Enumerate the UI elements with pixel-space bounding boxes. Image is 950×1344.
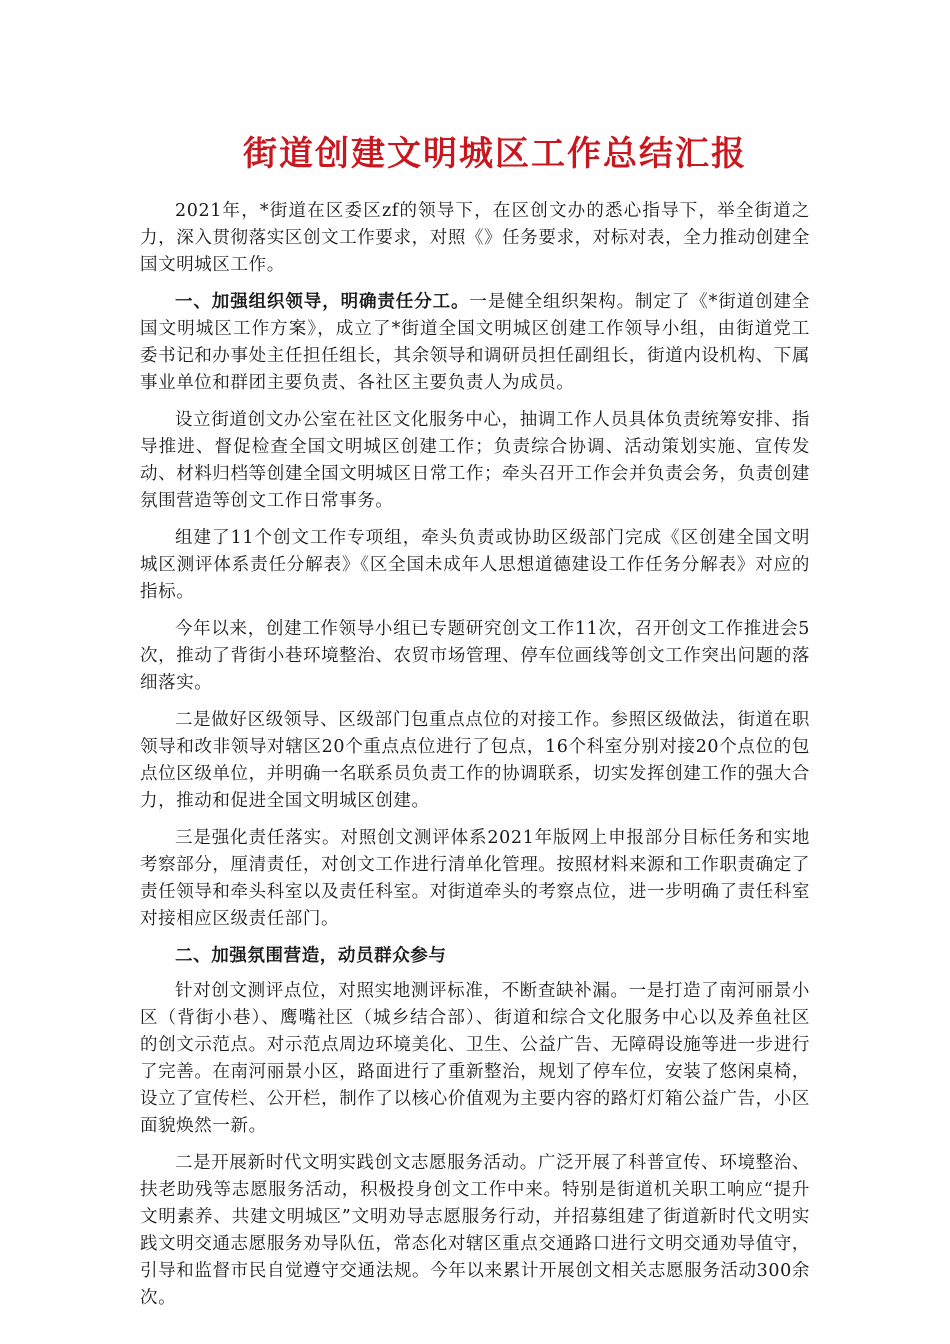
section1-paragraph-5: 二是做好区级领导、区级部门包重点点位的对接工作。参照区级做法，街道在职领导和改非领导对辖区20个重点点位进行了包点，16个科室分别对接20个点位的包点位区级单位，并明确一名联系员负责工作的协调联系，切实发挥创建工作的强大合力，推动和促进全国文明城区创建。: [140, 710, 810, 811]
section1-paragraph-1: [140, 289, 810, 397]
section1-paragraph-3: 组建了11个创文工作专项组，牵头负责或协助区级部门完成《区创建全国文明城区测评体系责任分解表》《区全国未成年人思想道德建设工作任务分解表》对应的指标。: [140, 528, 810, 602]
intro-paragraph: 2021年，*街道在区委区zf的领导下，在区创文办的悉心指导下，举全街道之力，深入贯彻落实区创文工作要求，对照《》任务要求，对标对表，全力推动创建全国文明城区工作。: [140, 201, 810, 275]
section2-paragraph-1: 针对创文测评点位，对照实地测评标准，不断查缺补漏。一是打造了南河丽景小区（背街小巷）、鹰嘴社区（城乡结合部）、街道和综合文化服务中心以及养鱼社区的创文示范点。对示范点周边环境美化、卫生、公益广告、无障碍设施等进一步进行了完善。在南河丽景小区，路面进行了重新整治，规划了停车位，安装了悠闲桌椅，设立了宣传栏、公开栏，制作了以核心价值观为主要内容的路灯灯箱公益广告，小区面貌焕然一新。: [140, 981, 810, 1136]
section2-paragraph-2: 二是开展新时代文明实践创文志愿服务活动。广泛开展了科普宣传、环境整治、扶老助残等志愿服务活动，积极投身创文工作中来。特别是街道机关职工响应“提升文明素养、共建文明城区”文明劝导志愿服务行动，并招募组建了街道新时代文明实践文明交通志愿服务劝导队伍，常态化对辖区重点交通路口进行文明交通劝导值守，引导和监督市民自觉遵守交通法规。今年以来累计开展创文相关志愿服务活动300余次。: [140, 1153, 810, 1308]
section2-heading: 二、加强氛围营造，动员群众参与: [175, 946, 447, 966]
section1-paragraph-4: 今年以来，创建工作领导小组已专题研究创文工作11次，召开创文工作推进会5次，推动了背街小巷环境整治、农贸市场管理、停车位画线等创文工作突出问题的落细落实。: [140, 619, 810, 693]
section1-heading: 一、加强组织领导，明确责任分工。: [175, 292, 470, 312]
section1-paragraph-1-text: 一是健全组织架构。制定了《*街道创建全国文明城区工作方案》，成立了*街道全国文明城区创建工作领导小组，由街道党工委书记和办事处主任担任组长，其余领导和调研员担任副组长，街道内设机构、下属事业单位和群团主要负责、各社区主要负责人为成员。: [140, 292, 810, 393]
section1-paragraph-2: 设立街道创文办公室在社区文化服务中心，抽调工作人员具体负责统筹安排、指导推进、督促检查全国文明城区创建工作；负责综合协调、活动策划实施、宣传发动、材料归档等创建全国文明城区日常工作；牵头召开工作会并负责会务，负责创建氛围营造等创文工作日常事务。: [140, 410, 810, 511]
document-title: 街道创建文明城区工作总结汇报: [243, 134, 747, 174]
section1-paragraph-6: 三是强化责任落实。对照创文测评体系2021年版网上申报部分目标任务和实地考察部分，厘清责任，对创文工作进行清单化管理。按照材料来源和工作职责确定了责任领导和牵头科室以及责任科室。对街道牵头的考察点位，进一步明确了责任科室对接相应区级责任部门。: [140, 828, 810, 929]
